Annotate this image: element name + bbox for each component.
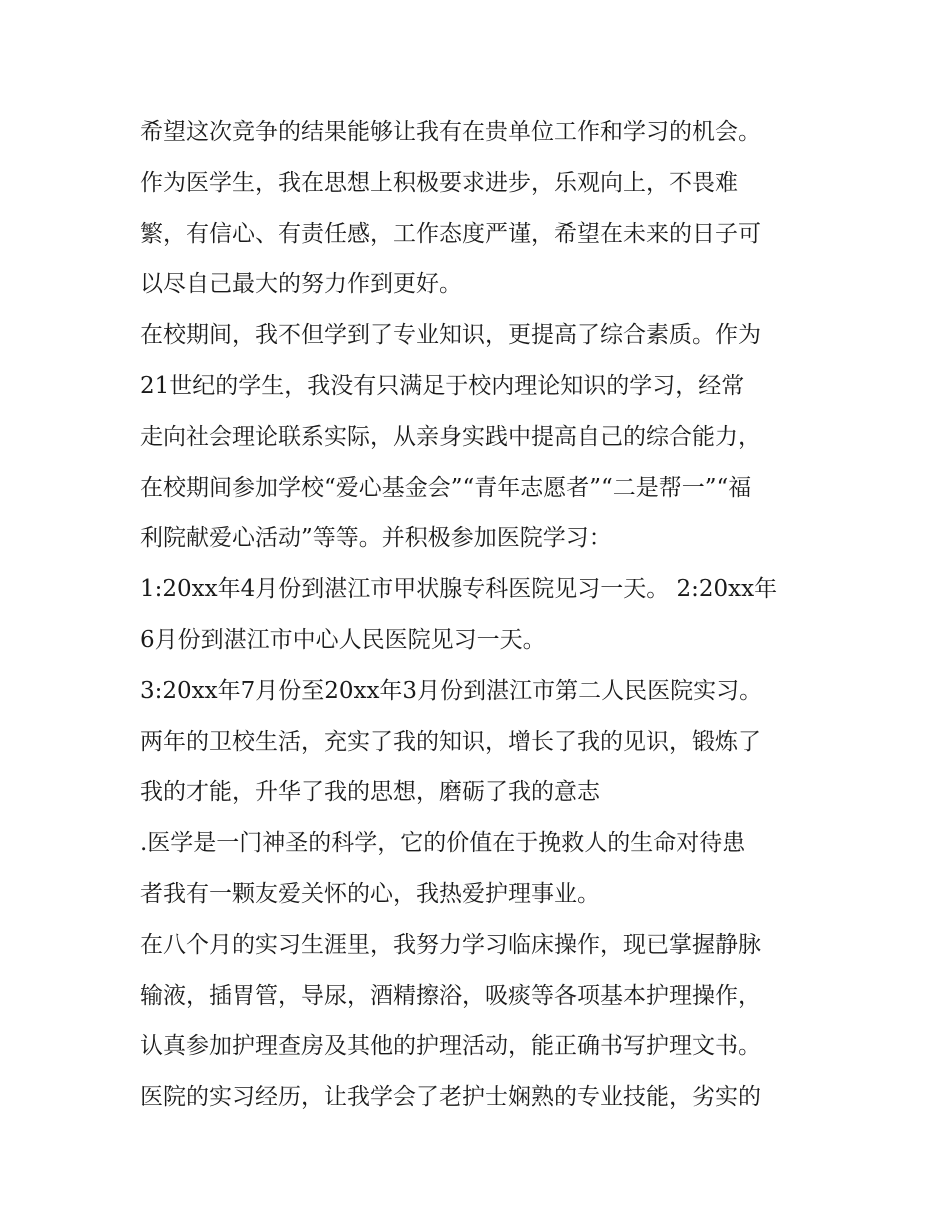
text-line: 希望这次竞争的结果能够让我有在贵单位工作和学习的机会。 <box>140 119 761 145</box>
text-line: 1:20xx年4月份到湛江市甲状腺专科医院见习一天。 2:20xx年 <box>140 576 778 603</box>
text-line: 医院的实习经历，让我学会了老护士娴熟的专业技能，劣实的 <box>140 1084 761 1111</box>
text-line: 在校期间，我不但学到了专业知识，更提高了综合素质。作为 <box>140 322 761 349</box>
text-line: 21世纪的学生，我没有只满足于校内理论知识的学习，经常 <box>140 372 745 399</box>
text-line: 6月份到湛江市中心人民医院见习一天。 <box>140 626 546 653</box>
text-line: 在校期间参加学校“爱心基金会”“青年志愿者”“二是帮一”“福 <box>140 474 752 501</box>
text-line: 在八个月的实习生涯里，我努力学习临床操作，现已掌握静脉 <box>140 931 761 958</box>
document-body <box>140 107 830 1123</box>
text-line: 走向社会理论联系实际，从亲身实践中提高自己的综合能力， <box>140 423 761 450</box>
text-line: 输液，插胃管，导尿，酒精擦浴，吸痰等各项基本护理操作， <box>140 982 761 1009</box>
text-line: 3:20xx年7月份至20xx年3月份到湛江市第二人民医院实习。 <box>140 677 763 704</box>
text-line: 者我有一颗友爱关怀的心，我热爱护理事业。 <box>140 880 600 907</box>
text-line: 两年的卫校生活，充实了我的知识，增长了我的见识，锻炼了 <box>140 728 761 755</box>
text-line: 认真参加护理查房及其他的护理活动，能正确书写护理文书。 <box>140 1033 761 1060</box>
text-line: 以尽自己最大的努力作到更好。 <box>140 271 462 298</box>
text-line: 我的才能，升华了我的思想，磨砺了我的意志 <box>140 779 600 806</box>
text-line: .医学是一门神圣的科学，它的价值在于挽救人的生命对待患 <box>140 830 746 857</box>
text-line: 利院献爱心活动”等等。并积极参加医院学习： <box>140 525 612 552</box>
text-line: 作为医学生，我在思想上积极要求进步，乐观向上，不畏难 <box>140 169 738 196</box>
text-line: 繁，有信心、有责任感，工作态度严谨，希望在未来的日子可 <box>140 220 761 247</box>
